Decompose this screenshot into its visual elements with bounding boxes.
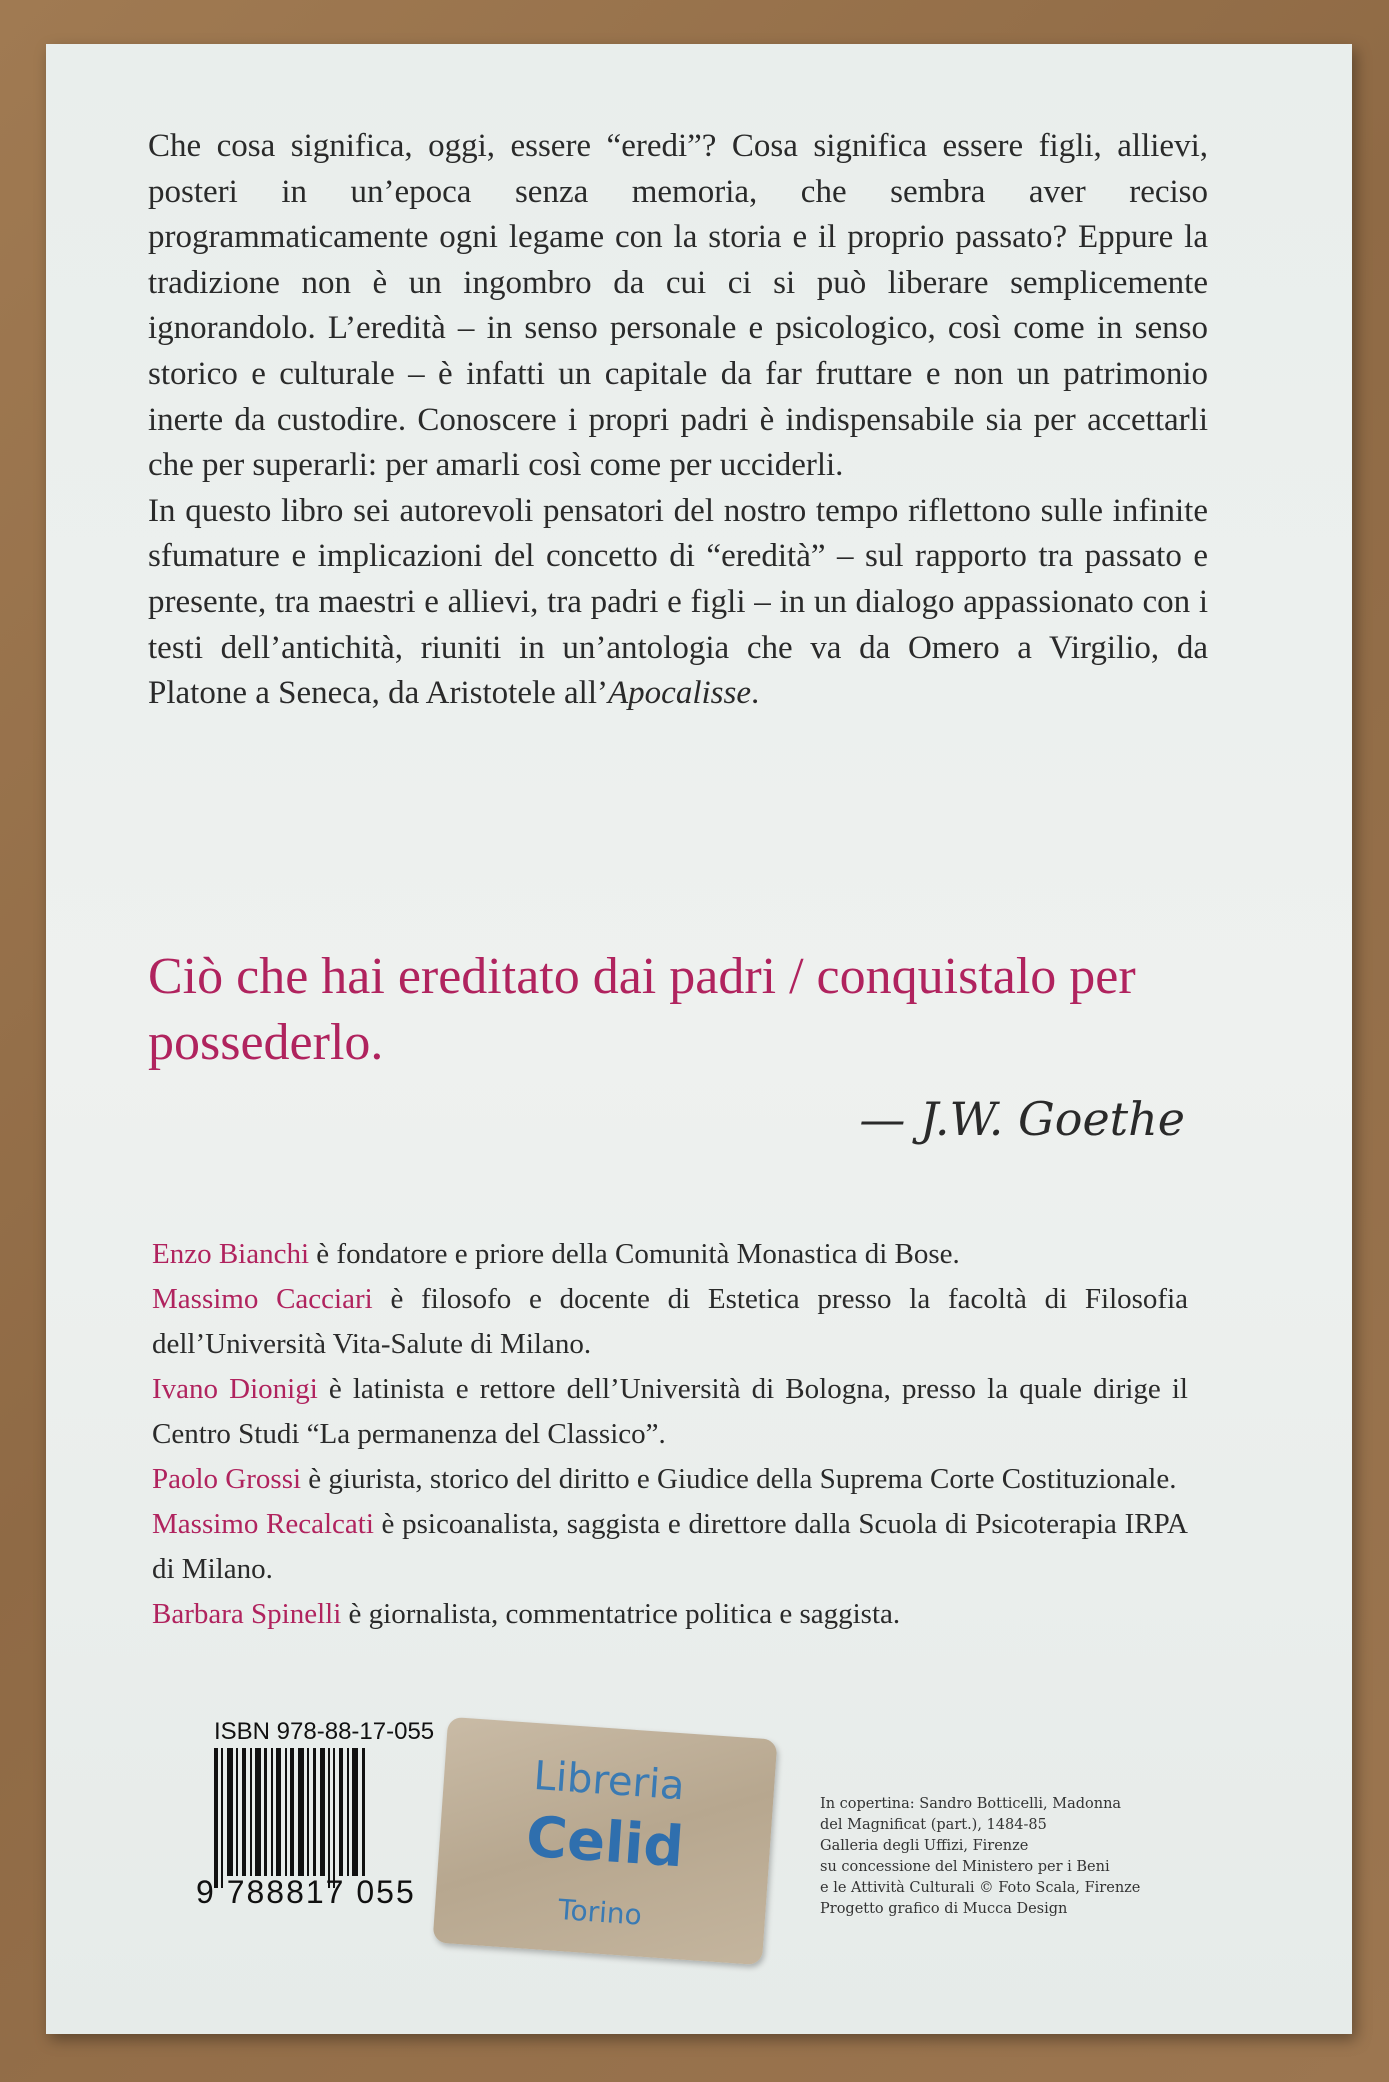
credit-line: Galleria degli Uffizi, Firenze	[820, 1838, 1029, 1854]
blurb-title-italic: Apocalisse	[608, 675, 751, 712]
sticker-brand-logo: Celid	[524, 1804, 686, 1881]
author-bio	[152, 1232, 1188, 1277]
author-name: Barbara Spinelli	[152, 1598, 342, 1630]
blurb-paragraph-2-end: .	[751, 675, 760, 712]
bookstore-price-sticker	[433, 1717, 778, 1965]
blurb-paragraph-2-text: In questo libro sei autorevoli pensatori del nostro tempo riflettono sulle infinite sfumature e implicazioni del concetto di “eredità” – sul rapporto tra passato e presente, tra maestri e allievi, tra padri e figli – in un dialogo appassionato con i testi dell’antichità, riuniti in un’antologia che va da Omero a Virgilio, da Platone a Seneca, da Aristotele all’	[148, 492, 1208, 712]
author-description: è giurista, storico del diritto e Giudice della Suprema Corte Costituzionale.	[301, 1463, 1177, 1495]
author-name: Paolo Grossi	[152, 1463, 302, 1495]
author-name: Massimo Cacciari	[152, 1283, 373, 1315]
sticker-label: Libreria	[532, 1752, 687, 1810]
epigraph-quote: Ciò che hai ereditato dai padri / conquistalo per possederlo.	[148, 948, 1136, 1071]
author-description: è giornalista, commentatrice politica e saggista.	[341, 1598, 901, 1630]
author-name: Enzo Bianchi	[152, 1238, 310, 1270]
blurb-paragraph-2	[148, 489, 1208, 717]
author-description: è fondatore e priore della Comunità Monastica di Bose.	[309, 1238, 960, 1270]
author-bio	[152, 1592, 1188, 1637]
author-description: è psicoanalista, saggista e direttore dalla Scuola di Psicoterapia IRPA di Milano.	[152, 1508, 1188, 1585]
credit-line: Progetto grafico di Mucca Design	[820, 1901, 1068, 1917]
epigraph-attribution: — J.W. Goethe	[859, 1092, 1185, 1146]
credit-line: e le Attività Culturali © Foto Scala, Firenze	[820, 1880, 1141, 1896]
author-name: Massimo Recalcati	[152, 1508, 374, 1540]
isbn-label: ISBN 978-88-17-055	[214, 1718, 435, 1745]
author-description: è latinista e rettore dell’Università di Bologna, presso la quale dirige il Centro Studi “La permanenza del Classico”.	[152, 1373, 1188, 1450]
cover-credits	[820, 1794, 1180, 1920]
credit-line: In copertina: Sandro Botticelli, Madonna	[820, 1796, 1122, 1812]
credit-line: su concessione del Ministero per i Beni	[820, 1859, 1110, 1875]
credit-line: del Magnificat (part.), 1484-85	[820, 1817, 1047, 1833]
author-bio	[152, 1502, 1188, 1592]
blurb-paragraph-1: Che cosa significa, oggi, essere “eredi”? Cosa significa essere figli, allievi, posteri in un’epoca senza memoria, che sembra aver reciso programmaticamente ogni legame con la storia e il proprio passato? Eppure la tradizione non è un ingombro da cui ci si può liberare semplicemente ignorandolo. L’eredità – in senso personale e psicologico, così come in senso storico e culturale – è infatti un capitale da far fruttare e non un patrimonio inerte da custodire. Conoscere i propri padri è indispensabile sia per accettarli che per superarli: per amarli così come per ucciderli.	[148, 128, 1208, 484]
author-name: Ivano Dionigi	[152, 1373, 318, 1405]
blurb	[148, 124, 1208, 717]
author-description: è filosofo e docente di Estetica presso la facoltà di Filosofia dell’Università Vita-Salute di Milano.	[152, 1283, 1188, 1360]
author-bio	[152, 1457, 1188, 1502]
barcode-number: 9 788817 055	[196, 1874, 416, 1910]
author-bios	[152, 1232, 1188, 1637]
author-bio	[152, 1277, 1188, 1367]
author-bio	[152, 1367, 1188, 1457]
sticker-city: Torino	[557, 1892, 643, 1932]
